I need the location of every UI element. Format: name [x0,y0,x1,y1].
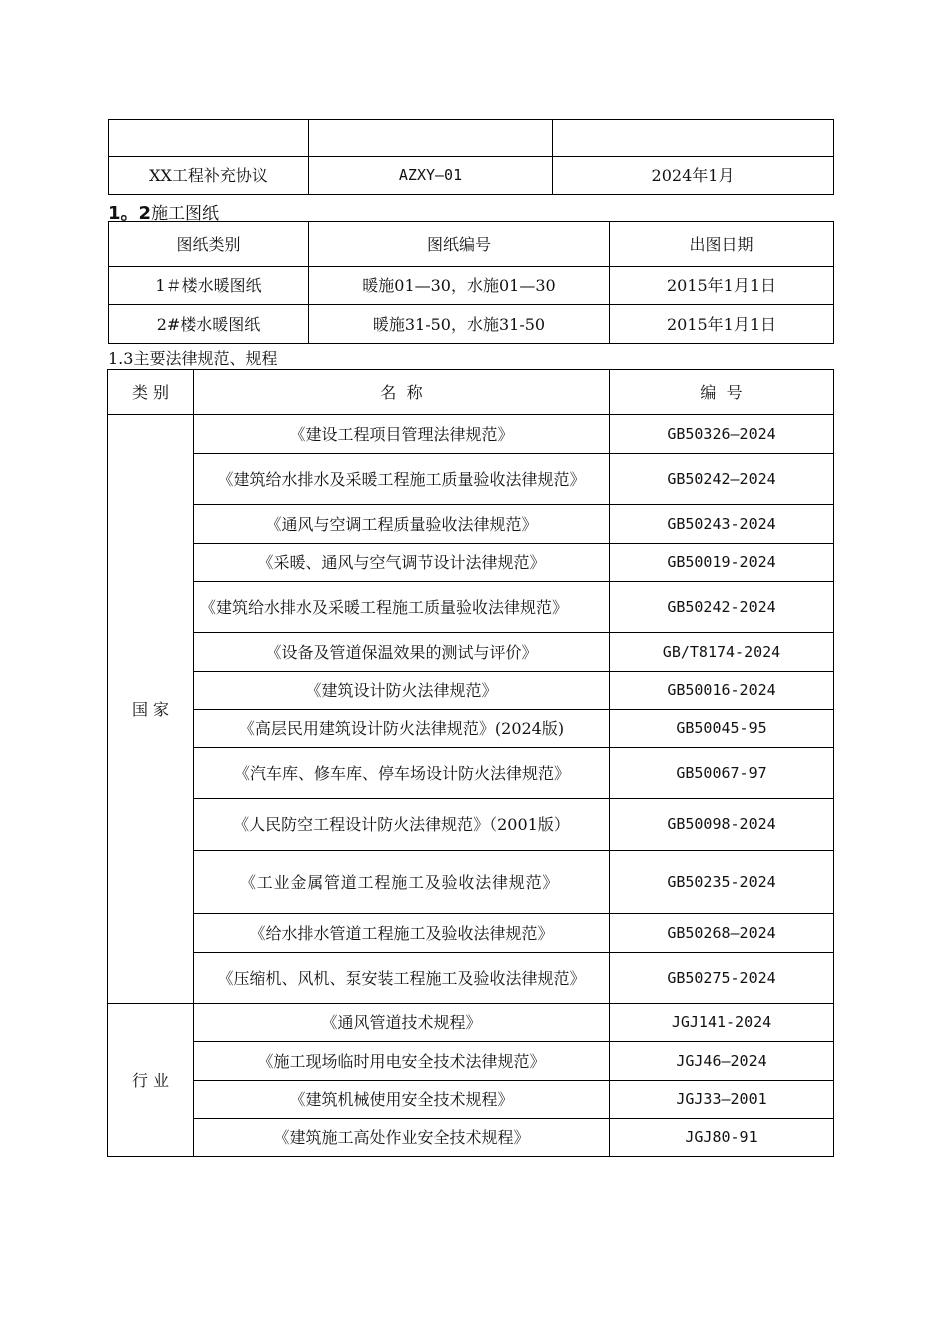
standard-name: 《工业金属管道工程施工及验收法律规范》 [194,851,610,914]
table-cell [109,120,309,157]
category-industry: 行 业 [108,1004,194,1157]
standard-code: GB50098-2024 [610,799,834,851]
standard-name: 《采暖、通风与空气调节设计法律规范》 [194,544,610,582]
table-row [108,672,834,710]
table-row [108,851,834,914]
table-row [108,1119,834,1157]
table-cell [553,120,834,157]
table-row [108,454,834,505]
agreement-code: AZXY—01 [309,157,553,195]
agreement-name: XX工程补充协议 [109,157,309,195]
table-row [108,710,834,748]
table-row [108,1042,834,1081]
drawing-category: 1＃楼水暖图纸 [109,267,309,305]
column-header: 名 称 [194,370,610,415]
column-header: 类 别 [108,370,194,415]
drawing-date: 2015年1月1日 [610,267,834,305]
table-row [108,799,834,851]
agreement-table [108,119,834,195]
table-row [109,267,834,305]
standard-code: GB50019-2024 [610,544,834,582]
standard-name: 《建筑机械使用安全技术规程》 [194,1081,610,1119]
standards-table [107,369,834,1157]
table-row [108,748,834,799]
table-row [108,415,834,454]
drawing-date: 2015年1月1日 [610,305,834,344]
table-row [108,633,834,672]
drawing-code: 暖施31-50，水施31-50 [309,305,610,344]
standard-name: 《建设工程项目管理法律规范》 [194,415,610,454]
standard-name: 《通风管道技术规程》 [194,1004,610,1042]
table-row [108,582,834,633]
standard-code: GB50242—2024 [610,454,834,505]
section-heading-standards: 1.3主要法律规范、规程 [108,349,278,368]
standard-code: GB/T8174-2024 [610,633,834,672]
drawing-code: 暖施01—30，水施01—30 [309,267,610,305]
section-number: 1。2 [108,203,152,224]
agreement-date: 2024年1月 [553,157,834,195]
standard-name: 《高层民用建筑设计防火法律规范》(2024版) [194,710,610,748]
standard-code: JGJ141-2024 [610,1004,834,1042]
column-header: 图纸编号 [309,222,610,267]
standard-name: 《压缩机、风机、泵安装工程施工及验收法律规范》 [194,953,610,1004]
standard-code: GB50326—2024 [610,415,834,454]
table-row [108,914,834,953]
standard-code: JGJ46—2024 [610,1042,834,1081]
column-header: 图纸类别 [109,222,309,267]
table-row [109,305,834,344]
standard-code: GB50268—2024 [610,914,834,953]
standard-code: GB50275-2024 [610,953,834,1004]
table-row [109,157,834,195]
column-header: 出图日期 [610,222,834,267]
standard-code: GB50243-2024 [610,505,834,544]
drawing-category: 2#楼水暖图纸 [109,305,309,344]
standard-name: 《设备及管道保温效果的测试与评价》 [194,633,610,672]
standard-code: JGJ80-91 [610,1119,834,1157]
standard-code: JGJ33—2001 [610,1081,834,1119]
table-cell [309,120,553,157]
standard-name: 《通风与空调工程质量验收法律规范》 [194,505,610,544]
table-header-row [108,370,834,415]
standard-name: 《建筑设计防火法律规范》 [194,672,610,710]
drawings-table [108,221,834,344]
standard-name: 《建筑给水排水及采暖工程施工质量验收法律规范》 [194,582,610,633]
table-row [109,120,834,157]
standard-code: GB50067-97 [610,748,834,799]
category-national: 国 家 [108,415,194,1004]
standard-code: GB50235-2024 [610,851,834,914]
standard-name: 《给水排水管道工程施工及验收法律规范》 [194,914,610,953]
table-row [108,505,834,544]
standard-name: 《建筑施工高处作业安全技术规程》 [194,1119,610,1157]
table-row [108,1081,834,1119]
standard-name: 《人民防空工程设计防火法律规范》（2001版） [194,799,610,851]
standard-name: 《施工现场临时用电安全技术法律规范》 [194,1042,610,1081]
table-header-row [109,222,834,267]
table-row [108,1004,834,1042]
standard-code: GB50016-2024 [610,672,834,710]
column-header: 编 号 [610,370,834,415]
section-title: 施工图纸 [151,204,220,224]
standard-name: 《建筑给水排水及采暖工程施工质量验收法律规范》 [194,454,610,505]
table-row [108,953,834,1004]
standard-code: GB50242-2024 [610,582,834,633]
table-row [108,544,834,582]
standard-name: 《汽车库、修车库、停车场设计防火法律规范》 [194,748,610,799]
standard-code: GB50045-95 [610,710,834,748]
